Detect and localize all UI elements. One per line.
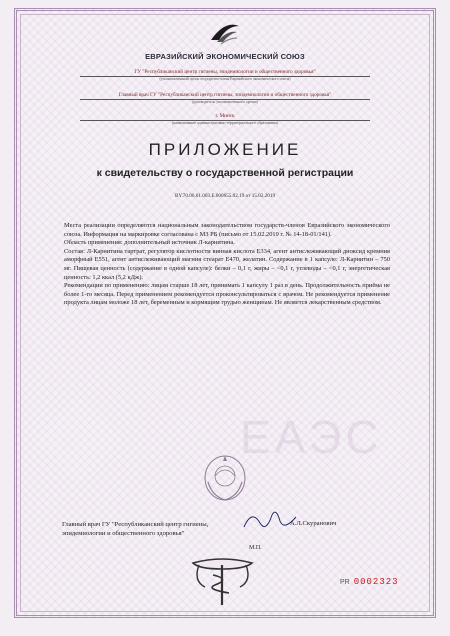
authority-name: ГУ "Республиканский центр гигиены, эпидемиологии и общественного здоровья"	[134, 69, 316, 75]
registration-number: BY.70.06.01.003.E.000655.02.19 от 15.02.2019	[174, 193, 276, 199]
medical-emblem-icon	[185, 555, 260, 610]
serial-digits: 0002323	[353, 577, 399, 587]
signer-name: А.Л.Скуранович	[290, 520, 337, 527]
chief-line: Главный врач ГУ "Республиканский центр гигиены, эпидемиологии и общественного здоровья"	[118, 92, 332, 98]
serial-number	[340, 577, 399, 587]
certificate-body	[64, 222, 390, 308]
serial-prefix: PR	[340, 579, 350, 586]
org-name: ЕВРАЗИЙСКИЙ ЭКОНОМИЧЕСКИЙ СОЮЗ	[145, 52, 305, 61]
chief-caption: (руководитель уполномоченного органа)	[192, 100, 258, 104]
paragraph-sales: Места реализации определяются национальным законодательством государств-членов Евразийского экономического союза. Информация на маркировке согласована с МЗ РБ (письмо от 15.02.2019 г. № 14-18-01/141).	[64, 222, 390, 238]
page-title: ПРИЛОЖЕНИЕ	[148, 140, 302, 159]
paragraph-scope: Область применения: дополнительный источник Л-карнитина.	[64, 239, 235, 247]
signer-position: Главный врач ГУ "Республиканский центр гигиены, эпидемиологии и общественного здоровья"	[62, 521, 209, 537]
city: г. Минск	[215, 113, 235, 119]
city-caption: (наименование административно-территориального образования)	[171, 121, 279, 125]
paragraph-composition: Состав: Л-Карнитина тартрат, регулятор кислотности винная кислота Е334, агент антислеживающий диоксид кремния аморфный Е551, агент антислеживающий магния стеарат Е470, желатин. Содержание в 1 капсуле: Л-Карнитин – 750 мг. Пищевая ценность (содержание в одной капсуле): белки – 0,1 г, жиры – <0,1 г, углеводы – <0,1 г, энергетическая ценность: 1,2 ккал (5,2 кДж).	[64, 247, 390, 281]
paragraph-recommendations: Рекомендации по применению: лицам старше 18 лет, принимать 1 капсулу 1 раз в день. Продолжительность приёма не более 1-го месяца. Перед применением рекомендуется проконсультироваться с врачом. Не рекомендуется применение продукта лицам моложе 18 лет, беременным и кормящим грудью женщинам. Не является лекарственным средством.	[64, 282, 390, 307]
state-emblem-icon	[200, 452, 250, 504]
stamp-place: М.П.	[249, 545, 262, 551]
authority-caption: (уполномоченный орган государства-члена Евразийского экономического союза)	[159, 77, 291, 81]
eaeu-logo-icon	[207, 18, 243, 48]
page-subtitle: к свидетельству о государственной регистрации	[96, 167, 354, 179]
watermark: ЕАЭС	[240, 411, 383, 463]
